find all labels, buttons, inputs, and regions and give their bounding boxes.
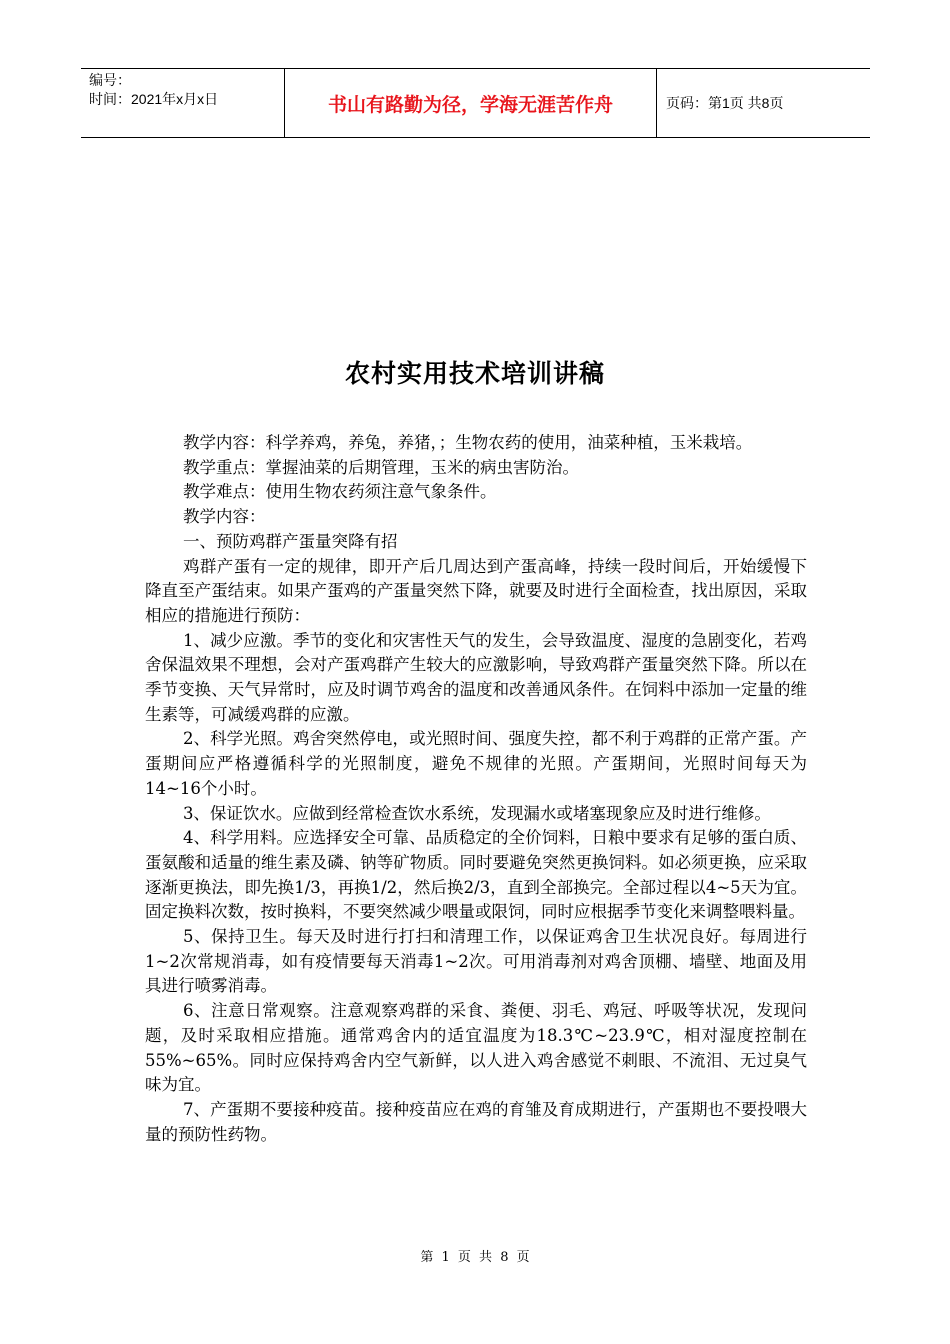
paragraph: 5、保持卫生。每天及时进行打扫和清理工作，以保证鸡舍卫生状况良好。每周进行1~2次常规消毒，如有疫情要每天消毒1~2次。可用消毒剂对鸡舍顶棚、墙壁、地面及用具进行喷雾消毒。 (145, 927, 807, 996)
paragraph: 教学难点：使用生物农药须注意气象条件。 (182, 482, 497, 502)
paragraph: 教学重点：掌握油菜的后期管理，玉米的病虫害防治。 (182, 457, 579, 477)
number-label: 编号： (89, 72, 131, 88)
paragraph: 鸡群产蛋有一定的规律，即开产后几周达到产蛋高峰，持续一段时间后，开始缓慢下降直至产蛋结束。如果产蛋鸡的产蛋量突然下降，就要及时进行全面检查，找出原因，采取相应的措施进行预防： (145, 556, 807, 625)
header-table (81, 68, 870, 138)
paragraph: 6、注意日常观察。注意观察鸡群的采食、粪便、羽毛、鸡冠、呼吸等状况，发现问题，及时采取相应措施。通常鸡舍内的适宜温度为18.3℃~23.9℃，相对湿度控制在55%~65%。同时应保持鸡舍内空气新鲜，以人进入鸡舍感觉不刺眼、不流泪、无过臭气味为宜。 (145, 1001, 807, 1095)
paragraph: 7、产蛋期不要接种疫苗。接种疫苗应在鸡的育雏及育成期进行，产蛋期也不要投喂大量的预防性药物。 (145, 1099, 807, 1144)
paragraph: 2、科学光照。鸡舍突然停电，或光照时间、强度失控，都不利于鸡群的正常产蛋。产蛋期间应严格遵循科学的光照制度，避免不规律的光照。产蛋期间，光照时间每天为14~16个小时。 (145, 729, 807, 798)
date-label: 时间：2021年x月x日 (89, 91, 219, 107)
paragraph: 教学内容： (182, 507, 266, 527)
document-title: 农村实用技术培训讲稿 (344, 359, 605, 388)
paragraph: 1、减少应激。季节的变化和灾害性天气的发生，会导致温度、湿度的急剧变化，若鸡舍保温效果不理想，会对产蛋鸡群产生较大的应激影响，导致鸡群产蛋量突然下降。所以在季节变换、天气异常时，应及时调节鸡舍的温度和改善通风条件。在饲料中添加一定量的维生素等，可减缓鸡群的应激。 (145, 630, 807, 724)
header-meta (81, 69, 284, 137)
paragraph: 3、保证饮水。应做到经常检查饮水系统，发现漏水或堵塞现象应及时进行维修。 (182, 803, 771, 823)
paragraph: 教学内容：科学养鸡，养兔，养猪，；生物农药的使用，油菜种植，玉米栽培。 (182, 433, 753, 452)
section-heading: 一、预防鸡群产蛋量突降有招 (182, 531, 398, 551)
page-indicator: 页码：第1页 共8页 (666, 95, 784, 111)
page-footer: 第 1 页 共 8 页 (420, 1250, 530, 1265)
document-body (145, 431, 807, 1147)
paragraph: 4、科学用料。应选择安全可靠、品质稳定的全价饲料，日粮中要求有足够的蛋白质、蛋氨酸和适量的维生素及磷、钠等矿物质。同时要避免突然更换饲料。如必须更换，应采取逐渐更换法，即先换1/3，再换1/2，然后换2/3，直到全部换完。全部过程以4~5天为宜。固定换料次数，按时换料，不要突然减少喂量或限饲，同时应根据季节变化来调整喂料量。 (145, 828, 807, 922)
motto: 书山有路勤为径，学海无涯苦作舟 (284, 69, 657, 137)
